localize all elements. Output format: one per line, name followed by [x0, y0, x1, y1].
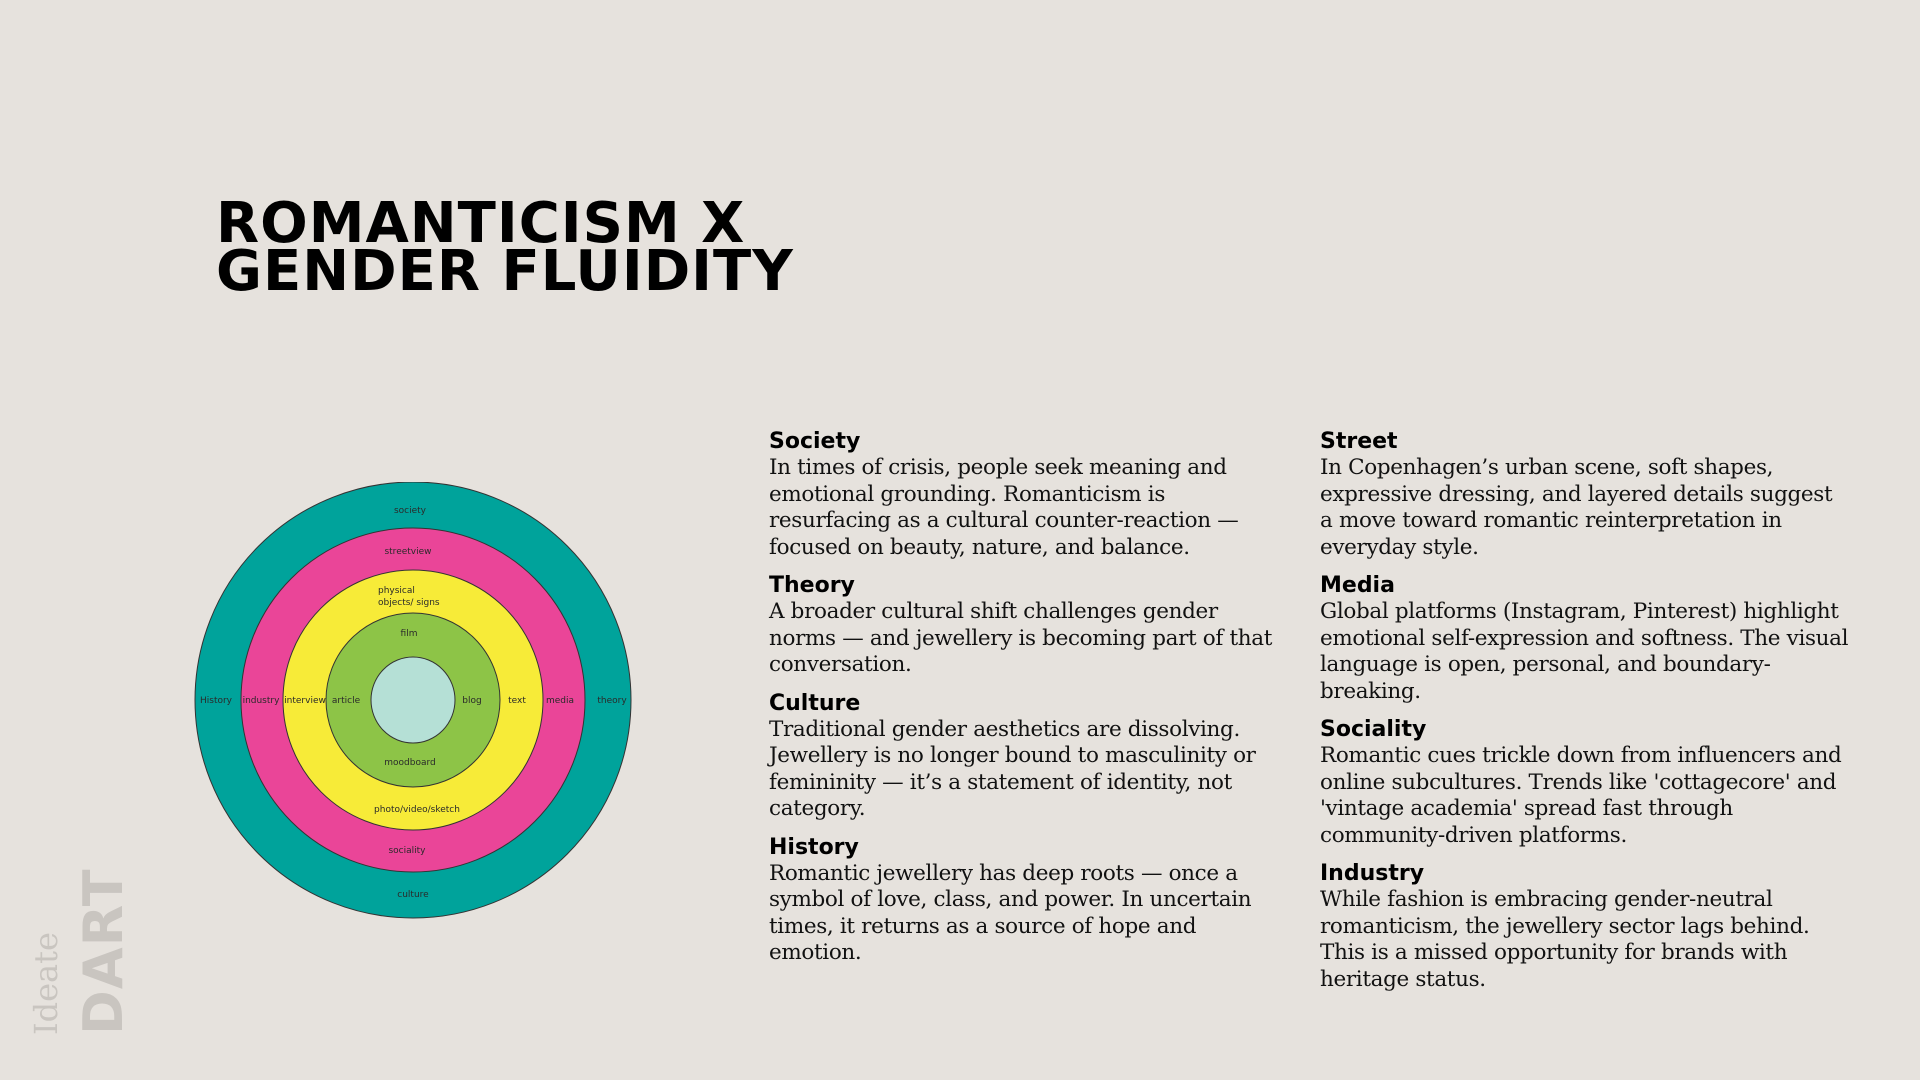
label-industry: industry	[242, 696, 280, 706]
label-history: History	[199, 696, 233, 706]
label-moodboard: moodboard	[384, 758, 436, 768]
title-line-1: ROMANTICISM X	[216, 191, 746, 256]
section-history	[769, 835, 1289, 967]
brand-dart: DART	[72, 868, 135, 1035]
section-body: Traditional gender aesthetics are dissolving. Jewellery is no longer bound to masculinity or femininity — it’s a statement of identity, not category.	[769, 716, 1256, 821]
section-industry	[1320, 861, 1850, 993]
section-body: A broader cultural shift challenges gender norms — and jewellery is becoming part of that conversation.	[769, 599, 1273, 677]
section-media	[1320, 573, 1850, 705]
section-heading: Society	[769, 429, 861, 454]
label-blog: blog	[462, 696, 482, 706]
ring-center	[371, 657, 455, 743]
concentric-ring-diagram	[190, 482, 636, 928]
label-society: society	[393, 506, 427, 516]
brand-ideate: Ideate	[27, 932, 65, 1035]
label-article: article	[331, 696, 361, 706]
section-body: Global platforms (Instagram, Pinterest) highlight emotional self-expression and softness. The visual language is open, personal, and boundary-breaking.	[1320, 599, 1849, 704]
section-body: Romantic jewellery has deep roots — once a symbol of love, class, and power. In uncertain times, it returns as a source of hope and emotion.	[769, 860, 1252, 965]
section-heading: Street	[1320, 429, 1398, 454]
section-heading: Sociality	[1320, 717, 1427, 742]
label-culture: culture	[397, 890, 429, 900]
section-sociality	[1320, 717, 1850, 849]
section-heading: Culture	[769, 690, 861, 716]
section-body: In times of crisis, people seek meaning and emotional grounding. Romanticism is resurfacing as a cultural counter-reaction — focused on beauty, nature, and balance.	[769, 455, 1239, 560]
section-body: While fashion is embracing gender-neutral romanticism, the jewellery sector lags behind. This is a missed opportunity for brands with heritage status.	[1320, 887, 1810, 992]
label-interview: interview	[284, 696, 326, 706]
label-physical-line-1: physical	[378, 586, 415, 596]
section-body: Romantic cues trickle down from influencers and online subcultures. Trends like 'cottagecore' and 'vintage academia' spread fast through community-driven platforms.	[1320, 743, 1842, 848]
section-body: In Copenhagen’s urban scene, soft shapes, expressive dressing, and layered details suggest a move toward romantic reinterpretation in everyday style.	[1320, 455, 1833, 560]
label-sociality: sociality	[388, 846, 426, 856]
sections-column-left	[769, 429, 1289, 979]
sections-column-right	[1320, 429, 1850, 1005]
label-streetview: streetview	[384, 547, 432, 557]
label-photo-video-sketch: photo/video/sketch	[374, 805, 460, 815]
title-line-2: GENDER FLUIDITY	[216, 239, 794, 304]
section-street	[1320, 429, 1850, 561]
page-title	[216, 191, 794, 304]
label-film: film	[400, 629, 418, 639]
label-physical-line-2: objects/ signs	[378, 598, 440, 608]
section-culture	[769, 691, 1289, 823]
label-theory: theory	[597, 696, 627, 706]
label-media: media	[545, 696, 575, 706]
section-theory	[769, 573, 1289, 679]
brand-mark	[20, 855, 135, 1035]
section-heading: Theory	[769, 573, 855, 598]
section-heading: Industry	[1320, 861, 1425, 886]
label-text: text	[508, 696, 526, 706]
section-heading: Media	[1320, 573, 1395, 598]
section-society	[769, 429, 1289, 561]
section-heading: History	[769, 834, 859, 860]
